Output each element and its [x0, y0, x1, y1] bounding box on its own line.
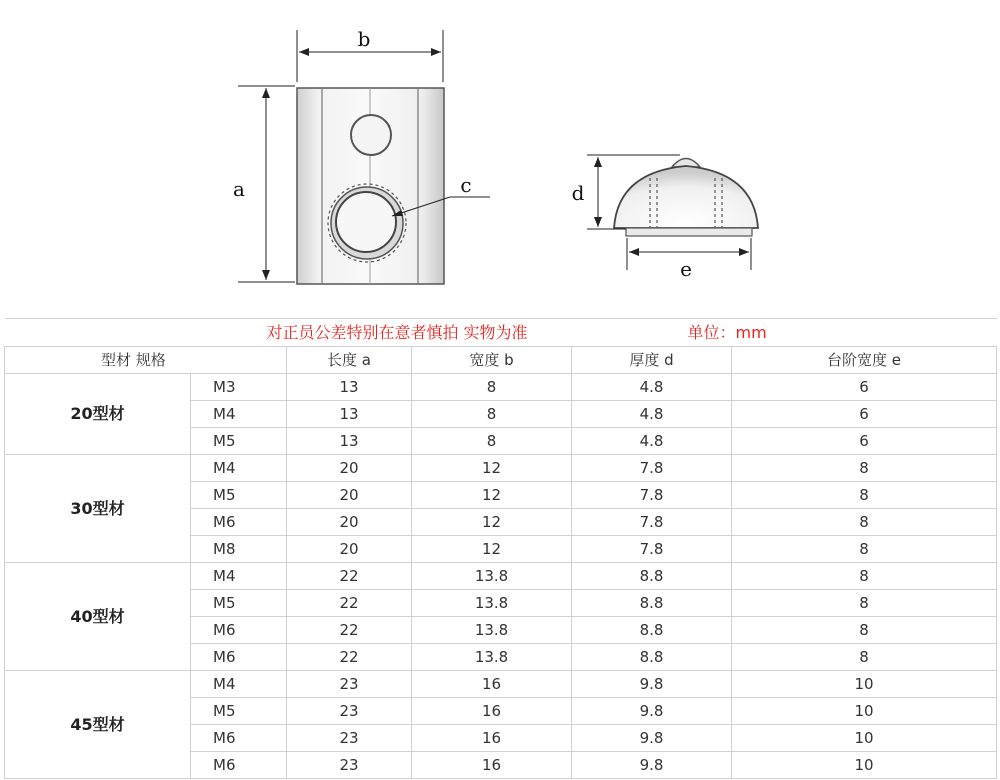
tolerance-notice: 对正员公差特别在意者慎拍 实物为准: [5, 319, 572, 347]
width-b-cell: 8: [412, 428, 572, 455]
length-a-cell: 23: [287, 698, 412, 725]
header-thickness-d: 厚度 d: [572, 347, 732, 374]
header-width-b: 宽度 b: [412, 347, 572, 374]
step-width-e-cell: 8: [732, 617, 997, 644]
width-b-cell: 13.8: [412, 617, 572, 644]
step-width-e-cell: 8: [732, 536, 997, 563]
width-b-cell: 8: [412, 401, 572, 428]
thickness-d-cell: 7.8: [572, 455, 732, 482]
t-nut-dimension-drawing: [0, 0, 1000, 318]
header-step-width-e: 台阶宽度 e: [732, 347, 997, 374]
width-b-cell: 13.8: [412, 563, 572, 590]
width-b-cell: 8: [412, 374, 572, 401]
length-a-cell: 13: [287, 428, 412, 455]
thickness-d-cell: 8.8: [572, 644, 732, 671]
table-row: [5, 455, 997, 482]
bolt-size-cell: M3: [191, 374, 287, 401]
header-length-a: 长度 a: [287, 347, 412, 374]
length-a-cell: 23: [287, 725, 412, 752]
step-width-e-cell: 6: [732, 374, 997, 401]
bolt-size-cell: M6: [191, 509, 287, 536]
dimension-label-e: e: [680, 257, 692, 281]
profile-group-label: 30型材: [5, 455, 191, 563]
length-a-cell: 20: [287, 509, 412, 536]
table-row: [5, 563, 997, 590]
length-a-cell: 23: [287, 671, 412, 698]
width-b-cell: 12: [412, 509, 572, 536]
bolt-size-cell: M6: [191, 644, 287, 671]
dimension-label-b: b: [357, 27, 371, 51]
thickness-d-cell: 8.8: [572, 563, 732, 590]
step-width-e-cell: 10: [732, 725, 997, 752]
profile-group-label: 40型材: [5, 563, 191, 671]
step-width-e-cell: 8: [732, 455, 997, 482]
step-width-e-cell: 10: [732, 671, 997, 698]
width-b-cell: 13.8: [412, 590, 572, 617]
thickness-d-cell: 9.8: [572, 752, 732, 779]
thickness-d-cell: 4.8: [572, 428, 732, 455]
width-b-cell: 16: [412, 725, 572, 752]
unit-notice: 单位：mm: [572, 319, 997, 347]
length-a-cell: 22: [287, 644, 412, 671]
bolt-size-cell: M6: [191, 725, 287, 752]
spec-table-body: [5, 319, 997, 779]
bolt-size-cell: M4: [191, 455, 287, 482]
step-width-e-cell: 10: [732, 698, 997, 725]
bolt-size-cell: M5: [191, 482, 287, 509]
length-a-cell: 20: [287, 455, 412, 482]
bolt-size-cell: M6: [191, 617, 287, 644]
bolt-size-cell: M4: [191, 671, 287, 698]
side-view: [572, 155, 758, 281]
thickness-d-cell: 9.8: [572, 671, 732, 698]
top-view: [233, 27, 490, 284]
header-row: [5, 347, 997, 374]
thickness-d-cell: 4.8: [572, 401, 732, 428]
dimension-label-a: a: [233, 177, 245, 201]
width-b-cell: 12: [412, 482, 572, 509]
profile-group-label: 20型材: [5, 374, 191, 455]
profile-group-label: 45型材: [5, 671, 191, 779]
width-b-cell: 12: [412, 536, 572, 563]
length-a-cell: 23: [287, 752, 412, 779]
table-row: [5, 671, 997, 698]
thickness-d-cell: 9.8: [572, 698, 732, 725]
step-width-e-cell: 8: [732, 563, 997, 590]
thickness-d-cell: 4.8: [572, 374, 732, 401]
header-profile-spec: 型材 规格: [5, 347, 287, 374]
step-width-e-cell: 8: [732, 590, 997, 617]
step-width-e-cell: 8: [732, 482, 997, 509]
dimension-label-d: d: [571, 181, 585, 205]
width-b-cell: 16: [412, 671, 572, 698]
notice-row: [5, 319, 997, 347]
bolt-size-cell: M5: [191, 428, 287, 455]
thickness-d-cell: 7.8: [572, 509, 732, 536]
thickness-d-cell: 7.8: [572, 482, 732, 509]
thickness-d-cell: 8.8: [572, 590, 732, 617]
length-a-cell: 22: [287, 563, 412, 590]
length-a-cell: 13: [287, 374, 412, 401]
width-b-cell: 13.8: [412, 644, 572, 671]
step-width-e-cell: 10: [732, 752, 997, 779]
thickness-d-cell: 8.8: [572, 617, 732, 644]
bolt-size-cell: M5: [191, 590, 287, 617]
thickness-d-cell: 9.8: [572, 725, 732, 752]
length-a-cell: 13: [287, 401, 412, 428]
step-width-e-cell: 8: [732, 509, 997, 536]
width-b-cell: 12: [412, 455, 572, 482]
thickness-d-cell: 7.8: [572, 536, 732, 563]
bolt-size-cell: M8: [191, 536, 287, 563]
step-width-e-cell: 6: [732, 401, 997, 428]
width-b-cell: 16: [412, 698, 572, 725]
bolt-size-cell: M4: [191, 563, 287, 590]
spec-table: [4, 318, 997, 779]
width-b-cell: 16: [412, 752, 572, 779]
bolt-size-cell: M5: [191, 698, 287, 725]
length-a-cell: 20: [287, 482, 412, 509]
technical-drawing: [0, 0, 1000, 318]
length-a-cell: 20: [287, 536, 412, 563]
length-a-cell: 22: [287, 590, 412, 617]
step-width-e-cell: 6: [732, 428, 997, 455]
bolt-size-cell: M6: [191, 752, 287, 779]
step-width-e-cell: 8: [732, 644, 997, 671]
table-row: [5, 374, 997, 401]
length-a-cell: 22: [287, 617, 412, 644]
dimension-label-c: c: [460, 173, 472, 197]
bolt-size-cell: M4: [191, 401, 287, 428]
